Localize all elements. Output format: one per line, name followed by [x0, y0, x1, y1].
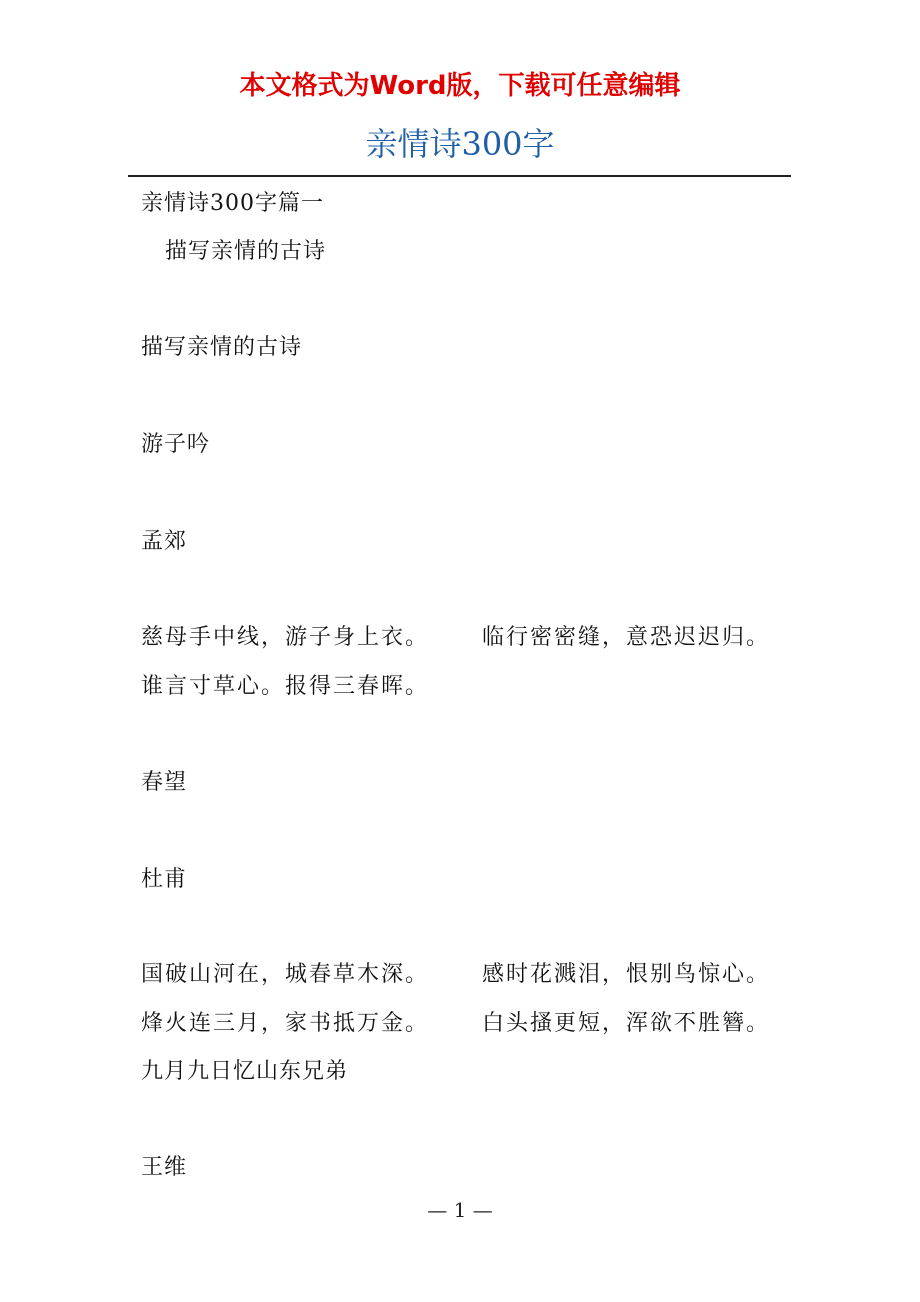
poem2-line1b: 感时花溅泪，恨别鸟惊心。	[482, 962, 771, 987]
subheading: 描写亲情的古诗	[165, 239, 327, 264]
poem2-line1a: 国破山河在，城春草木深。	[141, 962, 430, 987]
poem1-line2: 谁言寸草心。报得三春晖。	[141, 674, 430, 699]
header-rule	[128, 175, 791, 177]
format-banner: 本文格式为Word版，下载可任意编辑	[239, 71, 681, 101]
section-heading: 亲情诗300字篇一	[141, 191, 324, 216]
document-title: 亲情诗300字	[365, 125, 555, 163]
poem1-verse-line	[141, 623, 771, 653]
poem2-verse-line	[141, 960, 771, 990]
page-number: — 1 —	[427, 1198, 493, 1222]
poem1-line1a: 慈母手中线，游子身上衣。	[141, 625, 430, 650]
poem2-line2b: 白头搔更短，浑欲不胜簪。	[482, 1011, 771, 1036]
poem2-title: 春望	[141, 770, 188, 795]
poem2-line2a: 烽火连三月，家书抵万金。	[141, 1011, 430, 1036]
poem3-title: 九月九日忆山东兄弟	[141, 1059, 349, 1084]
heading-repeat: 描写亲情的古诗	[141, 335, 303, 360]
poem1-author: 孟郊	[141, 529, 188, 554]
poem3-author: 王维	[141, 1155, 188, 1180]
poem2-verse-line	[141, 1009, 771, 1039]
poem1-title: 游子吟	[141, 432, 211, 457]
poem1-line1b: 临行密密缝，意恐迟迟归。	[482, 625, 771, 650]
poem2-author: 杜甫	[141, 867, 188, 892]
